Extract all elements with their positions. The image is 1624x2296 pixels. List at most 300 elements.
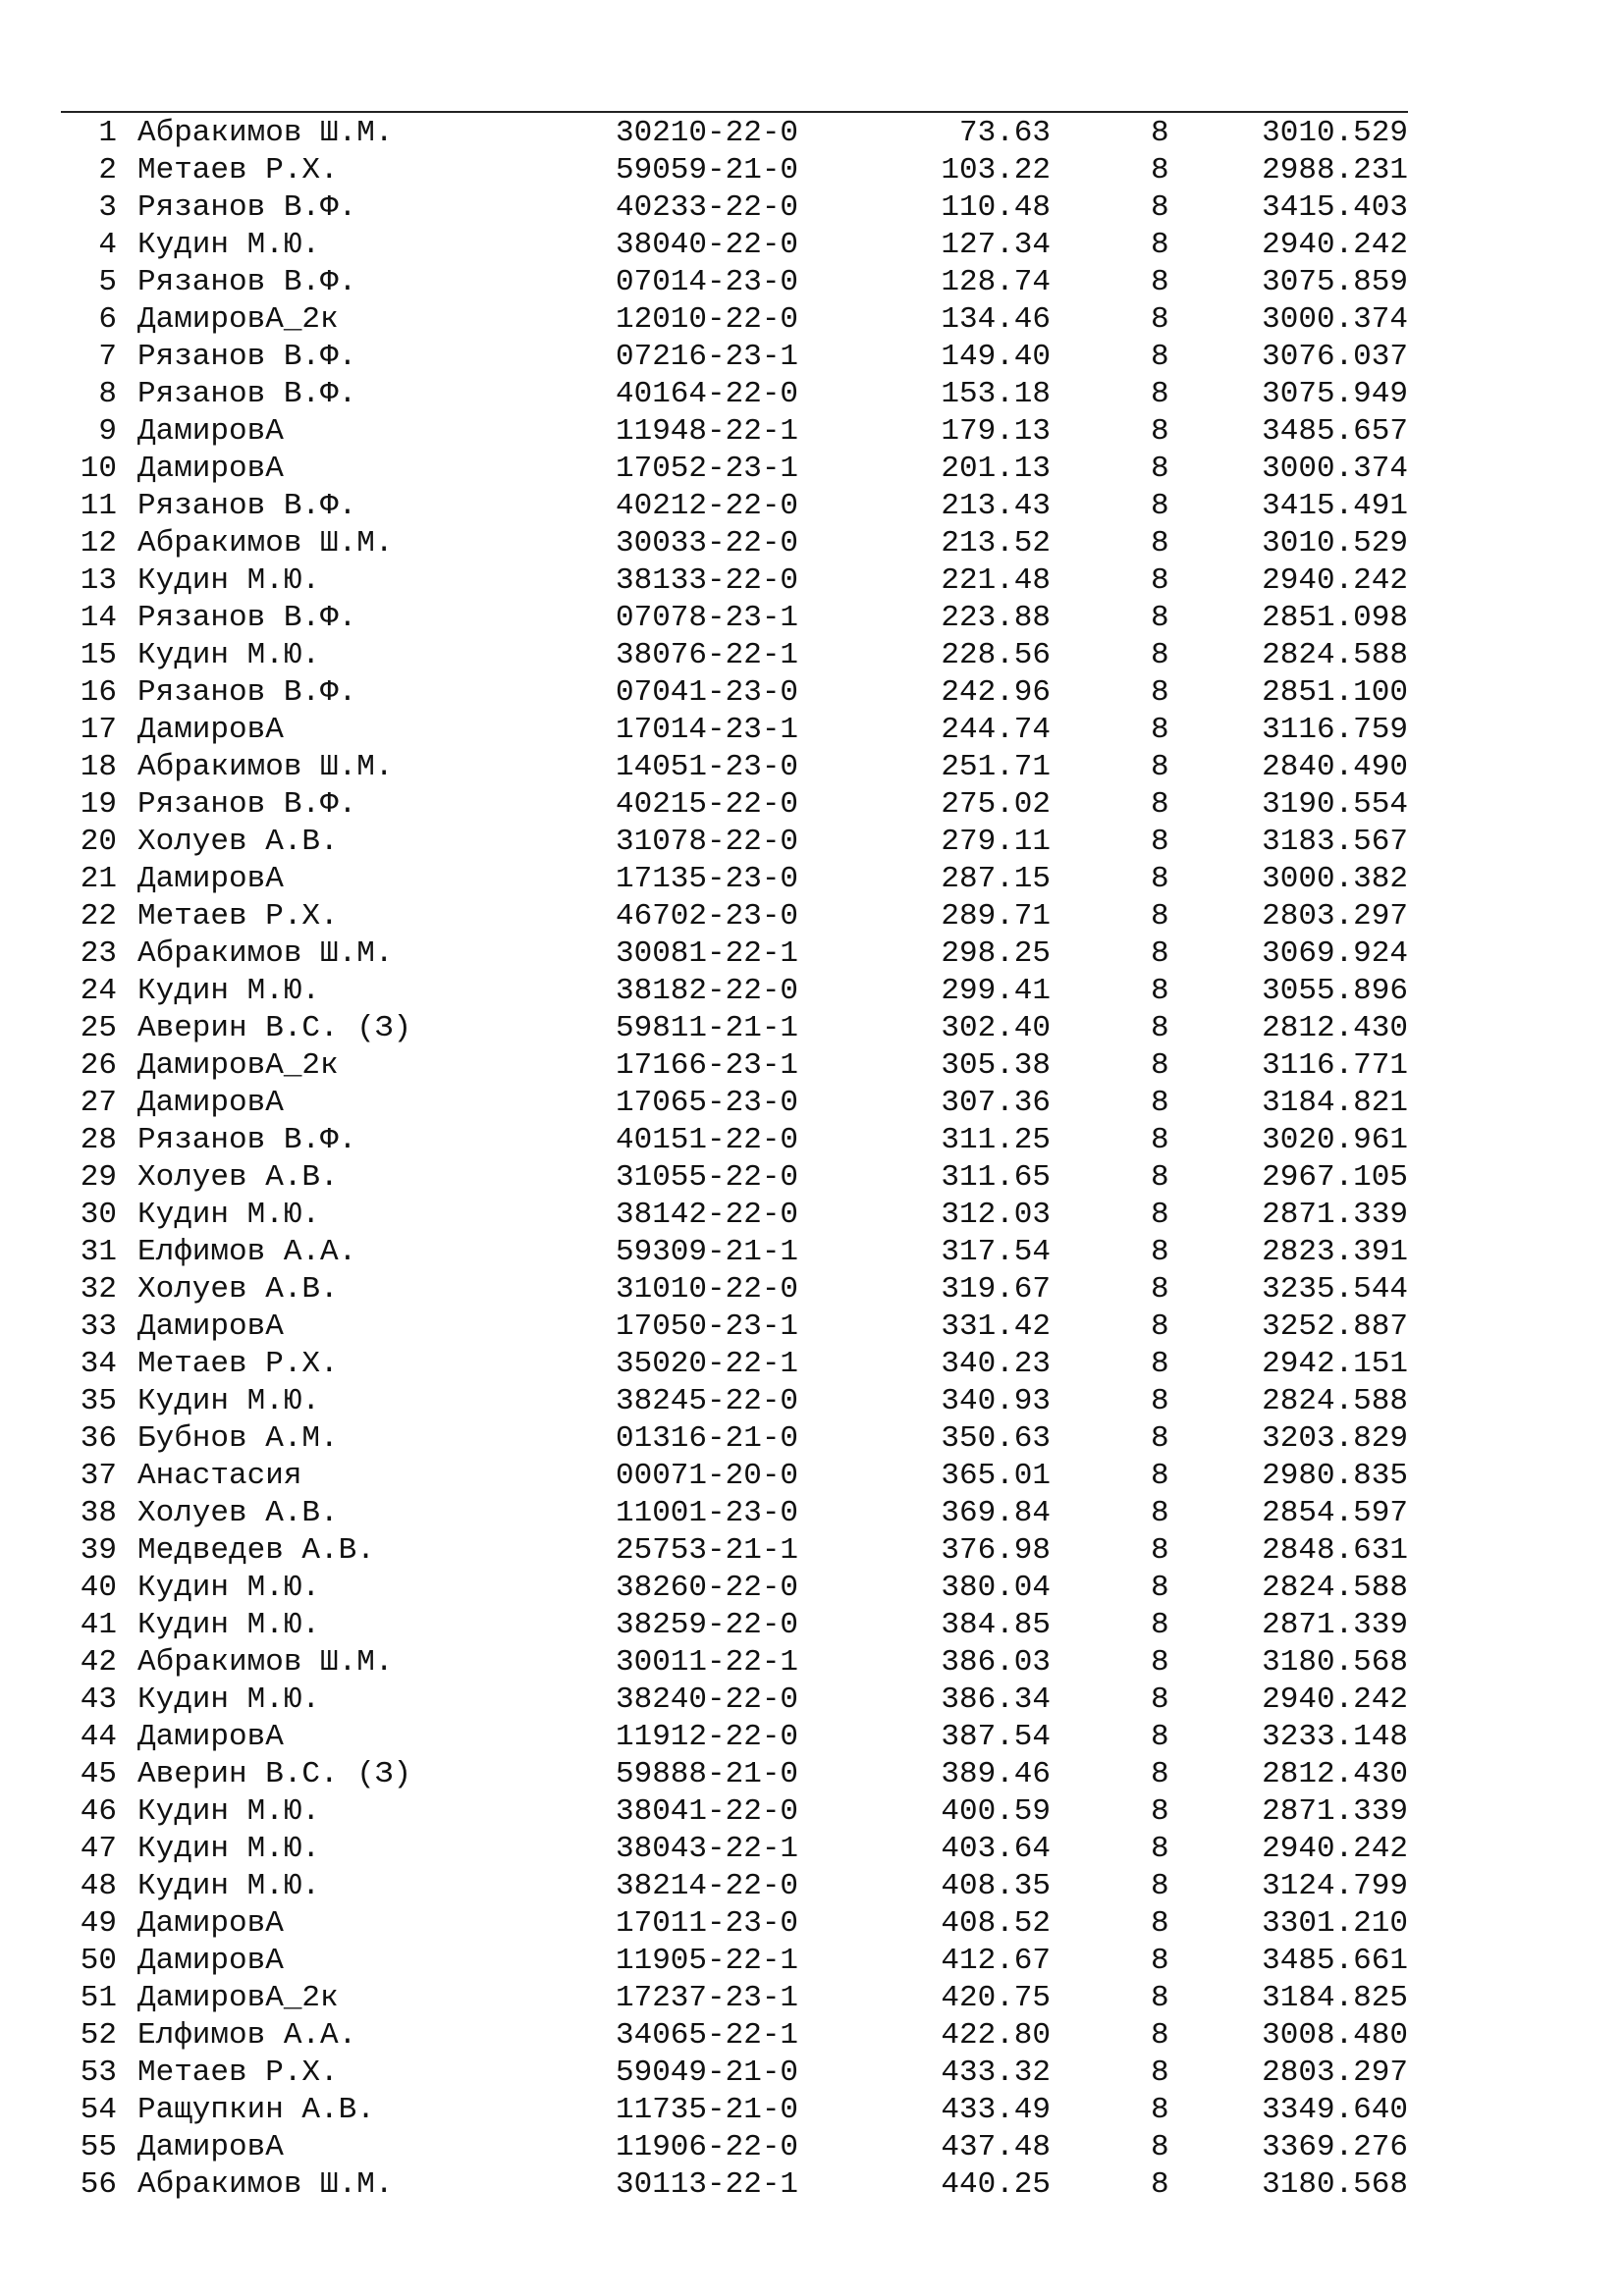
- row-number: 13: [80, 563, 117, 598]
- row-total: 2824.588: [1262, 1571, 1408, 1605]
- row-value: 422.80: [941, 2018, 1051, 2053]
- row-value: 403.64: [941, 1832, 1051, 1866]
- row-value: 350.63: [941, 1421, 1051, 1456]
- row-number: 43: [80, 1682, 117, 1717]
- row-total: 3184.821: [1262, 1086, 1408, 1120]
- row-total: 3000.374: [1262, 452, 1408, 486]
- row-name: Аверин В.С. (З): [137, 1011, 412, 1045]
- row-name: Холуев А.В.: [137, 1272, 339, 1307]
- table-row: [0, 2017, 1624, 2055]
- row-code: 30033-22-0: [616, 526, 799, 561]
- row-value: 380.04: [941, 1571, 1051, 1605]
- row-number: 29: [80, 1160, 117, 1195]
- row-count: 8: [1151, 1981, 1169, 2015]
- row-count: 8: [1151, 265, 1169, 299]
- row-name: ДамировА_2к: [137, 302, 339, 337]
- row-number: 12: [80, 526, 117, 561]
- row-count: 8: [1151, 1309, 1169, 1344]
- table-row: [0, 712, 1624, 749]
- row-count: 8: [1151, 1198, 1169, 1232]
- row-total: 2940.242: [1262, 1832, 1408, 1866]
- row-name: Метаев Р.Х.: [137, 2056, 339, 2090]
- row-count: 8: [1151, 974, 1169, 1008]
- table-row: [0, 1085, 1624, 1122]
- table-row: [0, 1383, 1624, 1420]
- row-total: 2854.597: [1262, 1496, 1408, 1530]
- row-name: Кудин М.Ю.: [137, 1384, 321, 1418]
- row-count: 8: [1151, 228, 1169, 262]
- row-number: 27: [80, 1086, 117, 1120]
- row-code: 17065-23-0: [616, 1086, 799, 1120]
- row-number: 3: [98, 190, 117, 225]
- row-code: 11906-22-0: [616, 2130, 799, 2164]
- row-count: 8: [1151, 2018, 1169, 2053]
- row-count: 8: [1151, 414, 1169, 449]
- row-count: 8: [1151, 713, 1169, 747]
- table-row: [0, 1271, 1624, 1308]
- row-code: 30210-22-0: [616, 116, 799, 150]
- row-count: 8: [1151, 899, 1169, 934]
- row-count: 8: [1151, 1459, 1169, 1493]
- row-name: ДамировА: [137, 1720, 284, 1754]
- row-code: 59059-21-0: [616, 153, 799, 187]
- row-value: 319.67: [941, 1272, 1051, 1307]
- row-value: 287.15: [941, 862, 1051, 896]
- row-count: 8: [1151, 1235, 1169, 1269]
- row-count: 8: [1151, 1421, 1169, 1456]
- row-value: 179.13: [941, 414, 1051, 449]
- row-total: 2851.098: [1262, 601, 1408, 635]
- row-total: 2851.100: [1262, 675, 1408, 710]
- row-code: 38260-22-0: [616, 1571, 799, 1605]
- row-value: 244.74: [941, 713, 1051, 747]
- row-value: 376.98: [941, 1533, 1051, 1568]
- row-value: 128.74: [941, 265, 1051, 299]
- row-total: 3076.037: [1262, 340, 1408, 374]
- row-number: 46: [80, 1794, 117, 1829]
- table-row: [0, 600, 1624, 637]
- row-count: 8: [1151, 1272, 1169, 1307]
- row-name: Метаев Р.Х.: [137, 1347, 339, 1381]
- row-name: Бубнов А.М.: [137, 1421, 339, 1456]
- row-total: 2940.242: [1262, 228, 1408, 262]
- row-number: 47: [80, 1832, 117, 1866]
- row-count: 8: [1151, 862, 1169, 896]
- row-name: Абракимов Ш.М.: [137, 116, 394, 150]
- row-total: 3233.148: [1262, 1720, 1408, 1754]
- row-code: 14051-23-0: [616, 750, 799, 784]
- row-name: ДамировА: [137, 1309, 284, 1344]
- row-number: 8: [98, 377, 117, 411]
- table-row: [0, 1868, 1624, 1905]
- row-number: 32: [80, 1272, 117, 1307]
- row-code: 01316-21-0: [616, 1421, 799, 1456]
- row-code: 30081-22-1: [616, 936, 799, 971]
- row-count: 8: [1151, 1832, 1169, 1866]
- row-name: ДамировА: [137, 1944, 284, 1978]
- row-number: 25: [80, 1011, 117, 1045]
- row-count: 8: [1151, 190, 1169, 225]
- row-code: 38240-22-0: [616, 1682, 799, 1717]
- table-row: [0, 1197, 1624, 1234]
- row-name: Абракимов Ш.М.: [137, 2167, 394, 2202]
- table-row: [0, 339, 1624, 376]
- row-value: 386.03: [941, 1645, 1051, 1680]
- table-row: [0, 1793, 1624, 1831]
- row-total: 3010.529: [1262, 116, 1408, 150]
- row-code: 59049-21-0: [616, 2056, 799, 2090]
- row-total: 3235.544: [1262, 1272, 1408, 1307]
- row-value: 420.75: [941, 1981, 1051, 2015]
- table-row: [0, 1719, 1624, 1756]
- row-total: 2840.490: [1262, 750, 1408, 784]
- row-code: 31055-22-0: [616, 1160, 799, 1195]
- row-total: 2848.631: [1262, 1533, 1408, 1568]
- row-number: 1: [98, 116, 117, 150]
- row-name: Кудин М.Ю.: [137, 1608, 321, 1642]
- row-code: 38142-22-0: [616, 1198, 799, 1232]
- row-code: 17014-23-1: [616, 713, 799, 747]
- row-total: 2940.242: [1262, 563, 1408, 598]
- row-name: ДамировА: [137, 1086, 284, 1120]
- row-code: 17011-23-0: [616, 1906, 799, 1941]
- row-name: ДамировА: [137, 862, 284, 896]
- row-code: 07041-23-0: [616, 675, 799, 710]
- table-row: [0, 488, 1624, 525]
- row-code: 17052-23-1: [616, 452, 799, 486]
- row-number: 30: [80, 1198, 117, 1232]
- row-total: 3124.799: [1262, 1869, 1408, 1903]
- row-count: 8: [1151, 2093, 1169, 2127]
- row-total: 3485.657: [1262, 414, 1408, 449]
- row-value: 299.41: [941, 974, 1051, 1008]
- table-row: [0, 1532, 1624, 1570]
- row-total: 3008.480: [1262, 2018, 1408, 2053]
- row-count: 8: [1151, 1794, 1169, 1829]
- row-name: Кудин М.Ю.: [137, 1571, 321, 1605]
- row-name: ДамировА: [137, 414, 284, 449]
- row-total: 3203.829: [1262, 1421, 1408, 1456]
- row-count: 8: [1151, 1048, 1169, 1083]
- row-count: 8: [1151, 1608, 1169, 1642]
- row-code: 30113-22-1: [616, 2167, 799, 2202]
- row-name: Метаев Р.Х.: [137, 153, 339, 187]
- row-code: 30011-22-1: [616, 1645, 799, 1680]
- row-name: Рязанов В.Ф.: [137, 601, 357, 635]
- row-count: 8: [1151, 452, 1169, 486]
- row-number: 55: [80, 2130, 117, 2164]
- row-value: 433.32: [941, 2056, 1051, 2090]
- row-code: 11001-23-0: [616, 1496, 799, 1530]
- row-name: Кудин М.Ю.: [137, 974, 321, 1008]
- table-row: [0, 1010, 1624, 1047]
- row-code: 40233-22-0: [616, 190, 799, 225]
- row-total: 2871.339: [1262, 1608, 1408, 1642]
- row-code: 11948-22-1: [616, 414, 799, 449]
- row-value: 201.13: [941, 452, 1051, 486]
- row-code: 31078-22-0: [616, 825, 799, 859]
- row-name: Абракимов Ш.М.: [137, 750, 394, 784]
- table-row: [0, 1570, 1624, 1607]
- row-number: 52: [80, 2018, 117, 2053]
- table-row: [0, 2166, 1624, 2204]
- row-name: ДамировА: [137, 452, 284, 486]
- row-value: 389.46: [941, 1757, 1051, 1791]
- row-number: 56: [80, 2167, 117, 2202]
- row-value: 311.65: [941, 1160, 1051, 1195]
- row-total: 3000.374: [1262, 302, 1408, 337]
- row-number: 37: [80, 1459, 117, 1493]
- table-row: [0, 376, 1624, 413]
- row-number: 38: [80, 1496, 117, 1530]
- table-row: [0, 264, 1624, 301]
- row-number: 35: [80, 1384, 117, 1418]
- row-number: 42: [80, 1645, 117, 1680]
- row-value: 298.25: [941, 936, 1051, 971]
- row-number: 22: [80, 899, 117, 934]
- row-name: ДамировА: [137, 1906, 284, 1941]
- row-number: 17: [80, 713, 117, 747]
- table-row: [0, 1943, 1624, 1980]
- row-value: 408.35: [941, 1869, 1051, 1903]
- row-total: 3349.640: [1262, 2093, 1408, 2127]
- row-count: 8: [1151, 1682, 1169, 1717]
- row-name: Рязанов В.Ф.: [137, 787, 357, 822]
- row-code: 59811-21-1: [616, 1011, 799, 1045]
- row-number: 31: [80, 1235, 117, 1269]
- row-total: 3180.568: [1262, 1645, 1408, 1680]
- row-count: 8: [1151, 563, 1169, 598]
- table-row: [0, 1980, 1624, 2017]
- row-count: 8: [1151, 750, 1169, 784]
- row-name: Кудин М.Ю.: [137, 563, 321, 598]
- row-count: 8: [1151, 1533, 1169, 1568]
- table-row: [0, 1905, 1624, 1943]
- row-total: 3485.661: [1262, 1944, 1408, 1978]
- table-row: [0, 1159, 1624, 1197]
- row-value: 110.48: [941, 190, 1051, 225]
- table-row: [0, 1682, 1624, 1719]
- row-count: 8: [1151, 116, 1169, 150]
- table-row: [0, 2129, 1624, 2166]
- row-value: 437.48: [941, 2130, 1051, 2164]
- row-value: 73.63: [958, 116, 1051, 150]
- row-number: 41: [80, 1608, 117, 1642]
- row-count: 8: [1151, 936, 1169, 971]
- row-name: ДамировА: [137, 713, 284, 747]
- table-row: [0, 1458, 1624, 1495]
- row-number: 26: [80, 1048, 117, 1083]
- table-row: [0, 973, 1624, 1010]
- row-count: 8: [1151, 153, 1169, 187]
- top-rule: [61, 111, 1408, 113]
- row-number: 15: [80, 638, 117, 672]
- row-number: 4: [98, 228, 117, 262]
- row-code: 38040-22-0: [616, 228, 799, 262]
- row-name: Абракимов Ш.М.: [137, 1645, 394, 1680]
- row-code: 07014-23-0: [616, 265, 799, 299]
- row-value: 317.54: [941, 1235, 1051, 1269]
- row-total: 2988.231: [1262, 153, 1408, 187]
- row-value: 134.46: [941, 302, 1051, 337]
- table-row: [0, 525, 1624, 562]
- row-value: 302.40: [941, 1011, 1051, 1045]
- row-code: 46702-23-0: [616, 899, 799, 934]
- table-row: [0, 749, 1624, 786]
- row-name: Холуев А.В.: [137, 825, 339, 859]
- row-value: 433.49: [941, 2093, 1051, 2127]
- row-number: 51: [80, 1981, 117, 2015]
- row-total: 3369.276: [1262, 2130, 1408, 2164]
- row-name: Метаев Р.Х.: [137, 899, 339, 934]
- row-value: 408.52: [941, 1906, 1051, 1941]
- table-row: [0, 898, 1624, 935]
- row-code: 38076-22-1: [616, 638, 799, 672]
- row-name: Кудин М.Ю.: [137, 1869, 321, 1903]
- row-count: 8: [1151, 1384, 1169, 1418]
- row-total: 3000.382: [1262, 862, 1408, 896]
- row-total: 3415.491: [1262, 489, 1408, 523]
- row-value: 387.54: [941, 1720, 1051, 1754]
- row-count: 8: [1151, 1906, 1169, 1941]
- row-total: 3415.403: [1262, 190, 1408, 225]
- row-code: 17237-23-1: [616, 1981, 799, 2015]
- row-value: 400.59: [941, 1794, 1051, 1829]
- table-row: [0, 786, 1624, 824]
- row-value: 103.22: [941, 153, 1051, 187]
- row-number: 19: [80, 787, 117, 822]
- row-name: Рязанов В.Ф.: [137, 1123, 357, 1157]
- row-value: 340.23: [941, 1347, 1051, 1381]
- row-count: 8: [1151, 377, 1169, 411]
- table-row: [0, 2092, 1624, 2129]
- row-name: Кудин М.Ю.: [137, 1682, 321, 1717]
- row-total: 2824.588: [1262, 638, 1408, 672]
- row-name: Рязанов В.Ф.: [137, 265, 357, 299]
- row-code: 40164-22-0: [616, 377, 799, 411]
- table-row: [0, 413, 1624, 451]
- row-number: 45: [80, 1757, 117, 1791]
- row-count: 8: [1151, 1645, 1169, 1680]
- row-number: 28: [80, 1123, 117, 1157]
- row-code: 07216-23-1: [616, 340, 799, 374]
- row-code: 17135-23-0: [616, 862, 799, 896]
- row-count: 8: [1151, 1944, 1169, 1978]
- row-total: 2980.835: [1262, 1459, 1408, 1493]
- row-number: 10: [80, 452, 117, 486]
- row-name: Рязанов В.Ф.: [137, 489, 357, 523]
- row-value: 242.96: [941, 675, 1051, 710]
- row-number: 20: [80, 825, 117, 859]
- row-name: Рязанов В.Ф.: [137, 340, 357, 374]
- row-count: 8: [1151, 302, 1169, 337]
- row-name: Кудин М.Ю.: [137, 228, 321, 262]
- row-total: 3055.896: [1262, 974, 1408, 1008]
- row-code: 11905-22-1: [616, 1944, 799, 1978]
- row-number: 18: [80, 750, 117, 784]
- table-row: [0, 637, 1624, 674]
- row-value: 307.36: [941, 1086, 1051, 1120]
- row-total: 2871.339: [1262, 1198, 1408, 1232]
- row-number: 48: [80, 1869, 117, 1903]
- row-total: 3252.887: [1262, 1309, 1408, 1344]
- row-name: Холуев А.В.: [137, 1160, 339, 1195]
- row-value: 311.25: [941, 1123, 1051, 1157]
- row-code: 38245-22-0: [616, 1384, 799, 1418]
- row-total: 3010.529: [1262, 526, 1408, 561]
- row-name: Рязанов В.Ф.: [137, 190, 357, 225]
- row-number: 21: [80, 862, 117, 896]
- table-row: [0, 2055, 1624, 2092]
- row-count: 8: [1151, 1347, 1169, 1381]
- row-number: 39: [80, 1533, 117, 1568]
- row-total: 2940.242: [1262, 1682, 1408, 1717]
- table-row: [0, 1420, 1624, 1458]
- row-total: 3184.825: [1262, 1981, 1408, 2015]
- row-count: 8: [1151, 675, 1169, 710]
- row-count: 8: [1151, 1720, 1169, 1754]
- row-number: 9: [98, 414, 117, 449]
- row-total: 3301.210: [1262, 1906, 1408, 1941]
- row-name: Кудин М.Ю.: [137, 1832, 321, 1866]
- row-total: 2824.588: [1262, 1384, 1408, 1418]
- row-code: 59888-21-0: [616, 1757, 799, 1791]
- table-row: [0, 451, 1624, 488]
- row-code: 40151-22-0: [616, 1123, 799, 1157]
- row-code: 17050-23-1: [616, 1309, 799, 1344]
- table-row: [0, 189, 1624, 227]
- row-name: Абракимов Ш.М.: [137, 936, 394, 971]
- row-value: 153.18: [941, 377, 1051, 411]
- row-value: 228.56: [941, 638, 1051, 672]
- row-value: 305.38: [941, 1048, 1051, 1083]
- row-value: 386.34: [941, 1682, 1051, 1717]
- row-number: 16: [80, 675, 117, 710]
- row-count: 8: [1151, 1160, 1169, 1195]
- row-total: 3180.568: [1262, 2167, 1408, 2202]
- row-total: 3075.949: [1262, 377, 1408, 411]
- table-row: [0, 861, 1624, 898]
- row-code: 00071-20-0: [616, 1459, 799, 1493]
- table-row: [0, 115, 1624, 152]
- row-number: 7: [98, 340, 117, 374]
- table-row: [0, 1234, 1624, 1271]
- row-count: 8: [1151, 2056, 1169, 2090]
- row-value: 331.42: [941, 1309, 1051, 1344]
- row-count: 8: [1151, 489, 1169, 523]
- row-value: 127.34: [941, 228, 1051, 262]
- row-code: 59309-21-1: [616, 1235, 799, 1269]
- row-code: 38133-22-0: [616, 563, 799, 598]
- row-count: 8: [1151, 1123, 1169, 1157]
- row-name: Кудин М.Ю.: [137, 1794, 321, 1829]
- row-count: 8: [1151, 340, 1169, 374]
- row-value: 213.52: [941, 526, 1051, 561]
- row-value: 369.84: [941, 1496, 1051, 1530]
- row-total: 2871.339: [1262, 1794, 1408, 1829]
- table-row: [0, 152, 1624, 189]
- row-name: Рязанов В.Ф.: [137, 675, 357, 710]
- row-total: 2812.430: [1262, 1757, 1408, 1791]
- row-number: 11: [80, 489, 117, 523]
- row-code: 34065-22-1: [616, 2018, 799, 2053]
- row-name: Ращупкин А.В.: [137, 2093, 375, 2127]
- row-name: Медведев А.В.: [137, 1533, 375, 1568]
- row-total: 2942.151: [1262, 1347, 1408, 1381]
- row-value: 289.71: [941, 899, 1051, 934]
- results-table: [0, 115, 1624, 2204]
- row-total: 3116.759: [1262, 713, 1408, 747]
